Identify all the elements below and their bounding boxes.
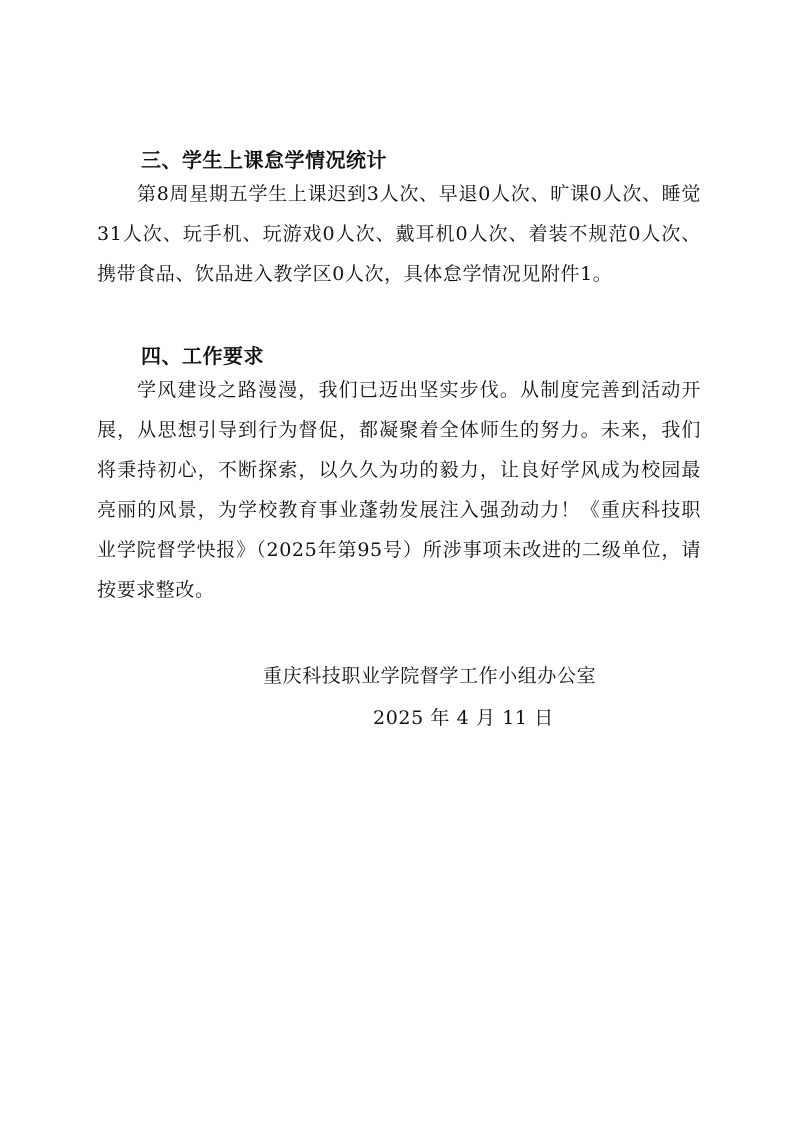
section-body-work-requirements: 学风建设之路漫漫，我们已迈出坚实步伐。从制度完善到活动开展，从思想引导到行为督促，都凝聚着全体师生的努力。未来，我们将秉持初心，不断探索，以久久为功的毅力，让良好学风成为校园最亮丽的风景，为学校教育事业蓬勃发展注入强劲动力！《重庆科技职业学院督学快报》（2025年第95号）所涉事项未改进的二级单位，请按要求整改。 [97,379,701,601]
section-heading-work-requirements: 四、工作要求 [141,344,264,368]
signature-organization: 重庆科技职业学院督学工作小组办公室 [263,665,597,687]
section-body-attendance-stats: 第8周星期五学生上课迟到3人次、早退0人次、旷课0人次、睡觉31人次、玩手机、玩游戏0人次、戴耳机0人次、着装不规范0人次、携带食品、饮品进入教学区0人次，具体怠学情况见附件1。 [97,183,701,285]
section-heading-attendance-stats: 三、学生上课怠学情况统计 [141,148,387,172]
signature-date: 2025 年 4 月 11 日 [373,707,554,729]
